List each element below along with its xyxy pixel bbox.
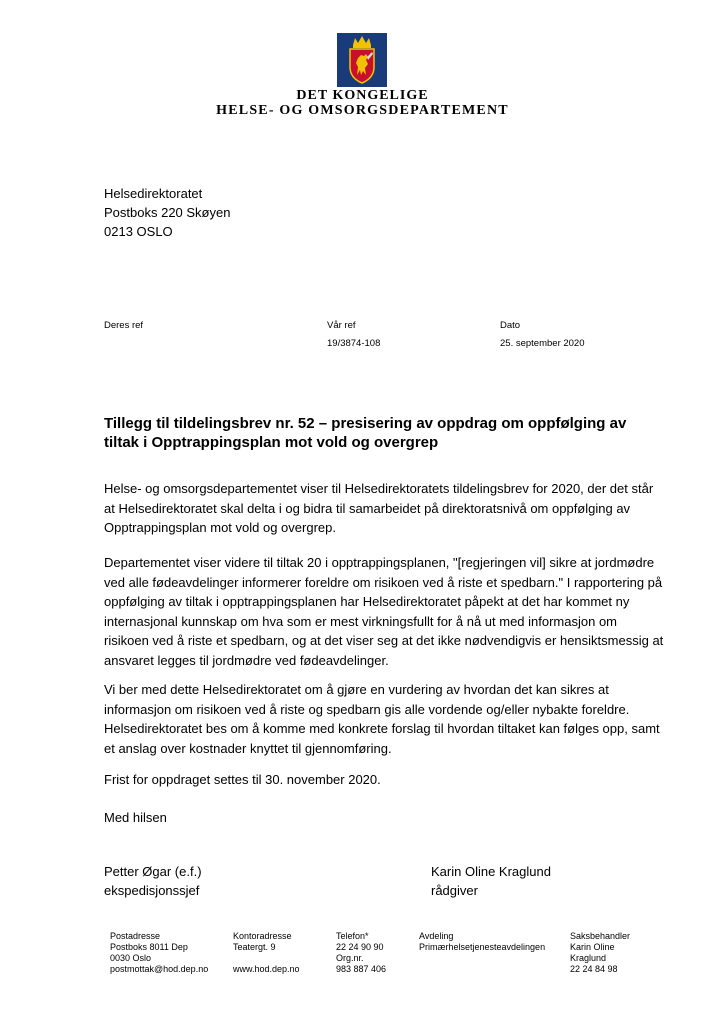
recipient-street: Postboks 220 Skøyen	[104, 205, 231, 220]
deres-ref-label: Deres ref	[104, 320, 144, 331]
signature-1-title: ekspedisjonssjef	[104, 883, 200, 898]
closing-greeting: Med hilsen	[104, 810, 167, 825]
footer-avdeling	[419, 931, 545, 953]
paragraph-3: Vi ber med dette Helsedirektoratet om å gjøre en vurdering av hvordan det kan sikres at informasjon om risikoen ved å riste og spedbarn gis alle vordende og/eller nybakte foreldre. Helsedirektoratet bes om å komme med konkrete forslag til hvordan tiltaket kan følges opp, samt et anslag over kostnader knyttet til gjennomføring.	[104, 682, 660, 756]
signature-2-title: rådgiver	[431, 883, 478, 898]
footer-orgnr-label: Org.nr.	[336, 953, 364, 963]
footer-avdeling-label: Avdeling	[419, 931, 454, 941]
coat-of-arms-logo	[337, 33, 387, 87]
footer-kontoradresse-label: Kontoradresse	[233, 931, 292, 941]
footer-kontoradresse-line: Teatergt. 9	[233, 942, 276, 952]
footer-telefon-number: 22 24 90 90	[336, 942, 384, 952]
dato-label: Dato	[500, 320, 521, 331]
footer-saksbehandler-line: Karin Oline	[570, 942, 615, 952]
var-ref-value: 19/3874-108	[327, 338, 381, 349]
footer-postadresse-line: Postboks 8011 Dep	[110, 942, 188, 952]
letter-title: Tillegg til tildelingsbrev nr. 52 – presisering av oppdrag om oppfølging av tiltak i Opptrappingsplan mot vold og overgrep	[104, 415, 627, 451]
footer-avdeling-value: Primærhelsetjenesteavdelingen	[419, 942, 546, 952]
footer-postadresse	[110, 931, 208, 975]
footer-email-link[interactable]: postmottak@hod.dep.no	[110, 964, 209, 974]
footer-website-link[interactable]: www.hod.dep.no	[233, 964, 300, 974]
footer-kontoradresse-blank	[233, 953, 300, 964]
footer-telefon	[336, 931, 386, 975]
footer-postadresse-label: Postadresse	[110, 931, 161, 941]
footer-saksbehandler	[570, 931, 630, 975]
recipient-name: Helsedirektoratet	[104, 186, 203, 201]
recipient-city: 0213 OSLO	[104, 224, 173, 239]
footer-kontoradresse	[233, 931, 300, 975]
signature-1-name: Petter Øgar (e.f.)	[104, 864, 202, 879]
paragraph-deadline: Frist for oppdraget settes til 30. november 2020.	[104, 772, 381, 787]
letterhead-line-2: HELSE- OG OMSORGSDEPARTEMENT	[216, 103, 509, 118]
footer-orgnr-value: 983 887 406	[336, 964, 387, 974]
footer-saksbehandler-phone: 22 24 84 98	[570, 964, 618, 974]
signature-2-name: Karin Oline Kraglund	[431, 864, 551, 879]
footer-telefon-label: Telefon*	[336, 931, 369, 941]
footer-saksbehandler-line: Kraglund	[570, 953, 607, 963]
paragraph-2: Departementet viser videre til tiltak 20 i opptrappingsplanen, "[regjeringen vil] sikre at jordmødre ved alle fødeavdelinger informerer foreldre om risikoen ved å riste et spedbarn." I rapportering på oppfølging av tiltak i opptrappingsplanen har Helsedirektoratet påpekt at det har kommet ny internasjonal kunnskap om hva som er mest virkningsfullt for å nå ut med informasjon om risikoen ved å riste et spedbarn, og at det viser seg at det ikke nødvendigvis er hensiktsmessig at ansvaret legges til jordmødre ved fødeavdelinger.	[104, 555, 664, 668]
paragraph-1: Helse- og omsorgsdepartementet viser til Helsedirektoratets tildelingsbrev for 2020, der det står at Helsedirektoratet skal delta i og bidra til samarbeidet på direktoratsnivå om oppfølging av Opptrappingsplan mot vold og overgrep.	[104, 481, 654, 535]
footer-postadresse-line: 0030 Oslo	[110, 953, 152, 963]
var-ref-label: Vår ref	[327, 320, 356, 331]
letterhead-line-1: DET KONGELIGE	[296, 88, 429, 103]
dato-value: 25. september 2020	[500, 338, 585, 349]
footer-saksbehandler-label: Saksbehandler	[570, 931, 631, 941]
